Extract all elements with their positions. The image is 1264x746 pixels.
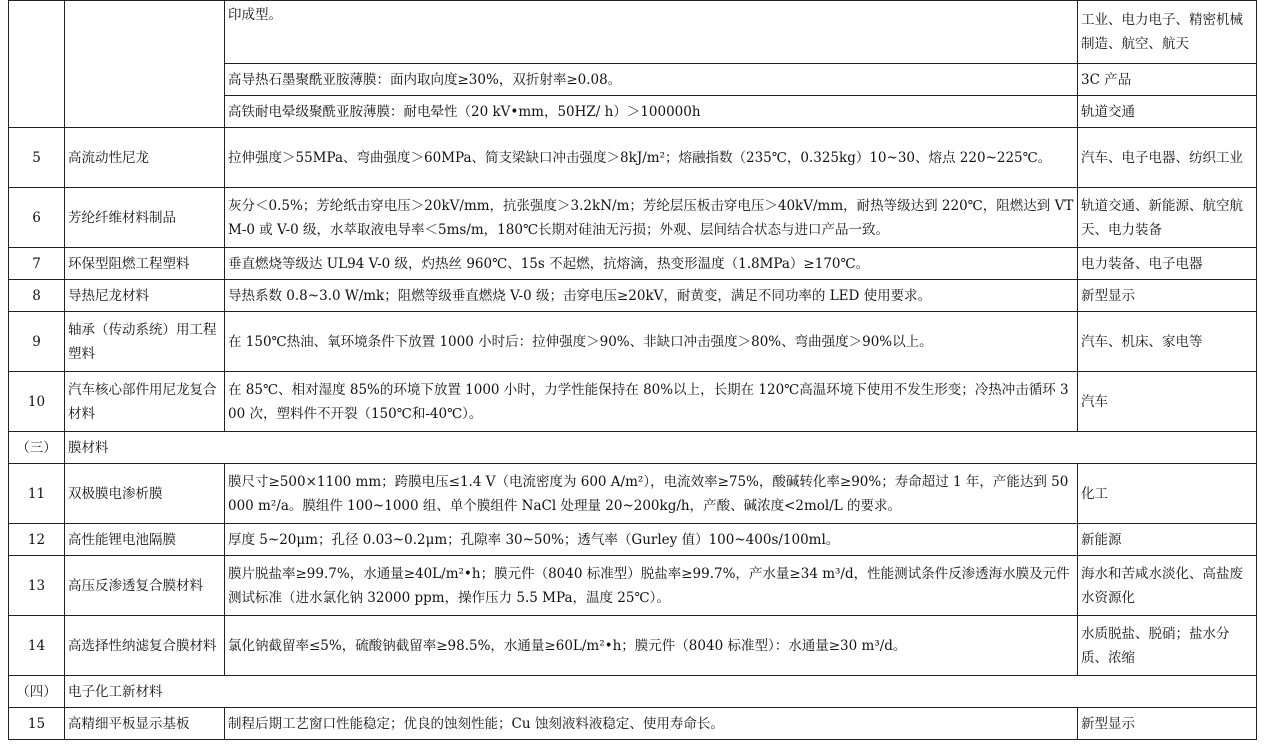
table-row [9,464,1257,524]
materials-spec-table [8,0,1257,740]
spec-text: 高铁耐电晕级聚酰亚胺薄膜：耐电晕性（20 kV•mm，50HZ/ h）＞100000h [225,96,1078,128]
section-title: 膜材料 [65,432,1257,464]
spec-text: 垂直燃烧等级达 UL94 V-0 级，灼热丝 960℃、15s 不起燃，抗熔滴，热变形温度（1.8MPa）≥170℃。 [225,248,1078,280]
application-field: 化工 [1078,464,1257,524]
section-number: （三） [9,432,65,464]
row-number: 12 [9,524,65,556]
row-number: 9 [9,312,65,372]
material-name: 高性能锂电池隔膜 [65,524,225,556]
application-field: 水质脱盐、脱硝；盐水分质、浓缩 [1078,616,1257,676]
spec-text: 膜片脱盐率≥99.7%，水通量≥40L/m²•h；膜元件（8040 标准型）脱盐率≥99.7%，产水量≥34 m³/d，性能测试条件反渗透海水膜及元件测试标准（进水氯化钠 32000 ppm，操作压力 5.5 MPa，温度 25℃）。 [225,556,1078,616]
material-name: 高流动性尼龙 [65,128,225,188]
material-name: 高选择性纳滤复合膜材料 [65,616,225,676]
material-name: 环保型阻燃工程塑料 [65,248,225,280]
spec-text: 在 85℃、相对湿度 85%的环境下放置 1000 小时，力学性能保持在 80%以上，长期在 120℃高温环境下使用不发生形变；冷热冲击循环 300 次，塑料件不开裂（150℃和-40℃）。 [225,372,1078,432]
application-field: 轨道交通、新能源、航空航天、电力装备 [1078,188,1257,248]
table-row [9,1,1257,64]
application-field: 轨道交通 [1078,96,1257,128]
material-name [65,1,225,128]
spec-text: 灰分＜0.5%；芳纶纸击穿电压＞20kV/mm，抗张强度＞3.2kN/m；芳纶层压板击穿电压＞40kV/mm，耐热等级达到 220℃，阻燃达到 VTM-0 或 V-0 级，水萃取液电导率＜5ms/m，180℃长期对硅油无污损；外观、层间结合状态与进口产品一致。 [225,188,1078,248]
table-row [9,280,1257,312]
row-number: 13 [9,556,65,616]
row-number: 11 [9,464,65,524]
row-number: 10 [9,372,65,432]
material-name: 导热尼龙材料 [65,280,225,312]
row-number: 15 [9,708,65,740]
application-field: 工业、电力电子、精密机械制造、航空、航天 [1078,1,1257,64]
application-field: 海水和苦咸水淡化、高盐废水资源化 [1078,556,1257,616]
row-number: 8 [9,280,65,312]
row-number: 6 [9,188,65,248]
spec-text: 高导热石墨聚酰亚胺薄膜：面内取向度≥30%，双折射率≥0.08。 [225,64,1078,96]
material-name: 汽车核心部件用尼龙复合材料 [65,372,225,432]
spec-text: 印成型。 [225,1,1078,64]
application-field: 新型显示 [1078,708,1257,740]
spec-text: 在 150℃热油、氧环境条件下放置 1000 小时后：拉伸强度＞90%、非缺口冲击强度＞80%、弯曲强度＞90%以上。 [225,312,1078,372]
application-field: 汽车、机床、家电等 [1078,312,1257,372]
material-name: 芳纶纤维材料制品 [65,188,225,248]
row-number: 14 [9,616,65,676]
application-field: 3C 产品 [1078,64,1257,96]
section-row [9,676,1257,708]
material-name: 双极膜电渗析膜 [65,464,225,524]
application-field: 电力装备、电子电器 [1078,248,1257,280]
table-row [9,616,1257,676]
application-field: 新型显示 [1078,280,1257,312]
material-name: 轴承（传动系统）用工程塑料 [65,312,225,372]
table-row [9,248,1257,280]
row-number: 5 [9,128,65,188]
spec-text: 厚度 5~20μm；孔径 0.03~0.2μm；孔隙率 30~50%；透气率（Gurley 值）100~400s/100ml。 [225,524,1078,556]
section-title: 电子化工新材料 [65,676,1257,708]
spec-text: 制程后期工艺窗口性能稳定；优良的蚀刻性能；Cu 蚀刻液料液稳定、使用寿命长。 [225,708,1078,740]
spec-text: 膜尺寸≥500×1100 mm；跨膜电压≤1.4 V（电流密度为 600 A/m²），电流效率≥75%，酸碱转化率≥90%；寿命超过 1 年，产能达到 50000 m²/a。膜组件 100~1000 组、单个膜组件 NaCl 处理量 20~200kg/h，产酸、碱浓度<2mol/L 的要求。 [225,464,1078,524]
application-field: 汽车、电子电器、纺织工业 [1078,128,1257,188]
table-row [9,128,1257,188]
application-field: 新能源 [1078,524,1257,556]
material-name: 高精细平板显示基板 [65,708,225,740]
spec-text: 导热系数 0.8~3.0 W/mk；阻燃等级垂直燃烧 V-0 级；击穿电压≥20kV，耐黄变，满足不同功率的 LED 使用要求。 [225,280,1078,312]
material-name: 高压反渗透复合膜材料 [65,556,225,616]
section-number: （四） [9,676,65,708]
table-row [9,556,1257,616]
table-row [9,708,1257,740]
spec-text: 拉伸强度＞55MPa、弯曲强度＞60MPa、简支梁缺口冲击强度＞8kJ/m²；熔融指数（235℃，0.325kg）10~30、熔点 220~225℃。 [225,128,1078,188]
table-row [9,372,1257,432]
row-number [9,1,65,128]
table-row [9,312,1257,372]
table-row [9,524,1257,556]
row-number: 7 [9,248,65,280]
table-row [9,188,1257,248]
spec-text: 氯化钠截留率≤5%，硫酸钠截留率≥98.5%，水通量≥60L/m²•h；膜元件（8040 标准型）：水通量≥30 m³/d。 [225,616,1078,676]
application-field: 汽车 [1078,372,1257,432]
section-row [9,432,1257,464]
